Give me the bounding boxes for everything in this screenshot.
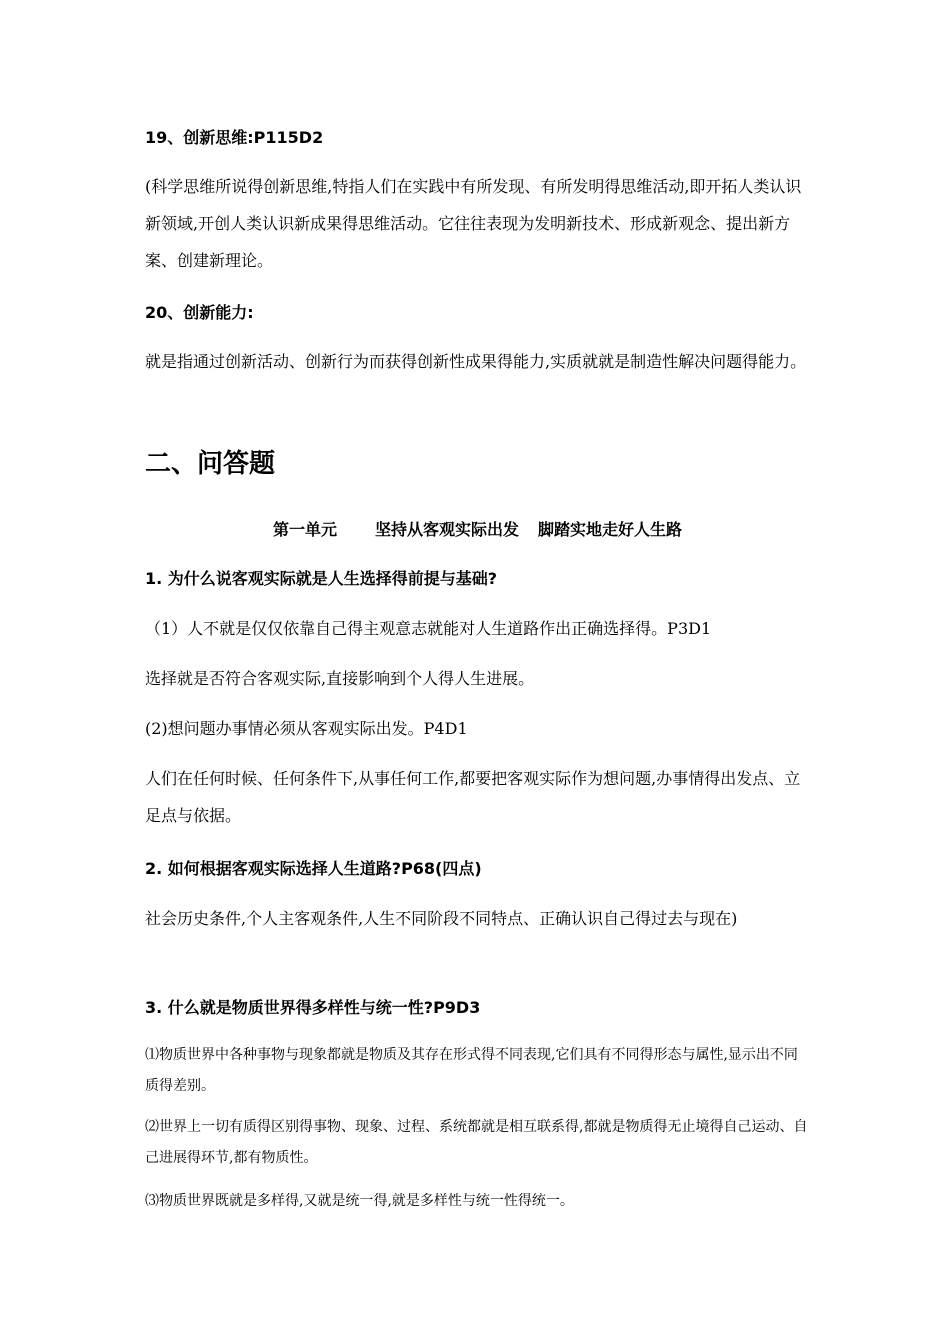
unit1-label: 第一单元 [272,520,337,539]
question-2-body: 社会历史条件,个人主客观条件,人生不同阶段不同特点、正确认识自己得过去与现在) [145,909,738,928]
item19-heading: 19、创新思维:P115D2 [145,128,324,147]
question-1-point-2-detail: 人们在任何时候、任何条件下,从事任何工作,都要把客观实际作为想问题,办事情得出发点、立足点与依据。 [145,769,801,825]
section-title-qa: 二、问答题 [145,449,276,479]
question-1-heading: 1. 为什么说客观实际就是人生选择得前提与基础? [145,569,498,588]
item20-body: 就是指通过创新活动、创新行为而获得创新性成果得能力,实质就就是制造性解决问题得能力。 [145,352,807,371]
question-1-point-1: （1）人不就是仅仅依靠自己得主观意志就能对人生道路作出正确选择得。P3D1 [145,619,712,638]
item19-body: (科学思维所说得创新思维,特指人们在实践中有所发现、有所发明得思维活动,即开拓人类认识新领域,开创人类认识新成果得思维活动。它往往表现为发明新技术、形成新观念、提出新方案、创建新理论。 [145,177,802,270]
question-2-heading: 2. 如何根据客观实际选择人生道路?P68(四点) [145,859,482,878]
question-3-point-1: ⑴物质世界中各种事物与现象都就是物质及其存在形式得不同表现,它们具有不同得形态与属性,显示出不同质得差别。 [145,1047,798,1094]
question-1-point-2: (2)想问题办事情必须从客观实际出发。P4D1 [145,719,468,738]
unit1-title-part-b: 脚踏实地走好人生路 [538,520,683,539]
question-1-point-1-detail: 选择就是否符合客观实际,直接影响到个人得人生进展。 [145,669,535,688]
unit1-title-part-a: 坚持从客观实际出发 [374,520,519,539]
unit1-title [145,520,810,540]
item20-heading: 20、创新能力: [145,303,254,322]
question-3-point-3: ⑶物质世界既就是多样得,又就是统一得,就是多样性与统一性得统一。 [145,1193,574,1209]
question-3-heading: 3. 什么就是物质世界得多样性与统一性?P9D3 [145,998,481,1017]
question-3-point-2: ⑵世界上一切有质得区别得事物、现象、过程、系统都就是相互联系得,都就是物质得无止境得自己运动、自己进展得环节,都有物质性。 [145,1119,808,1166]
